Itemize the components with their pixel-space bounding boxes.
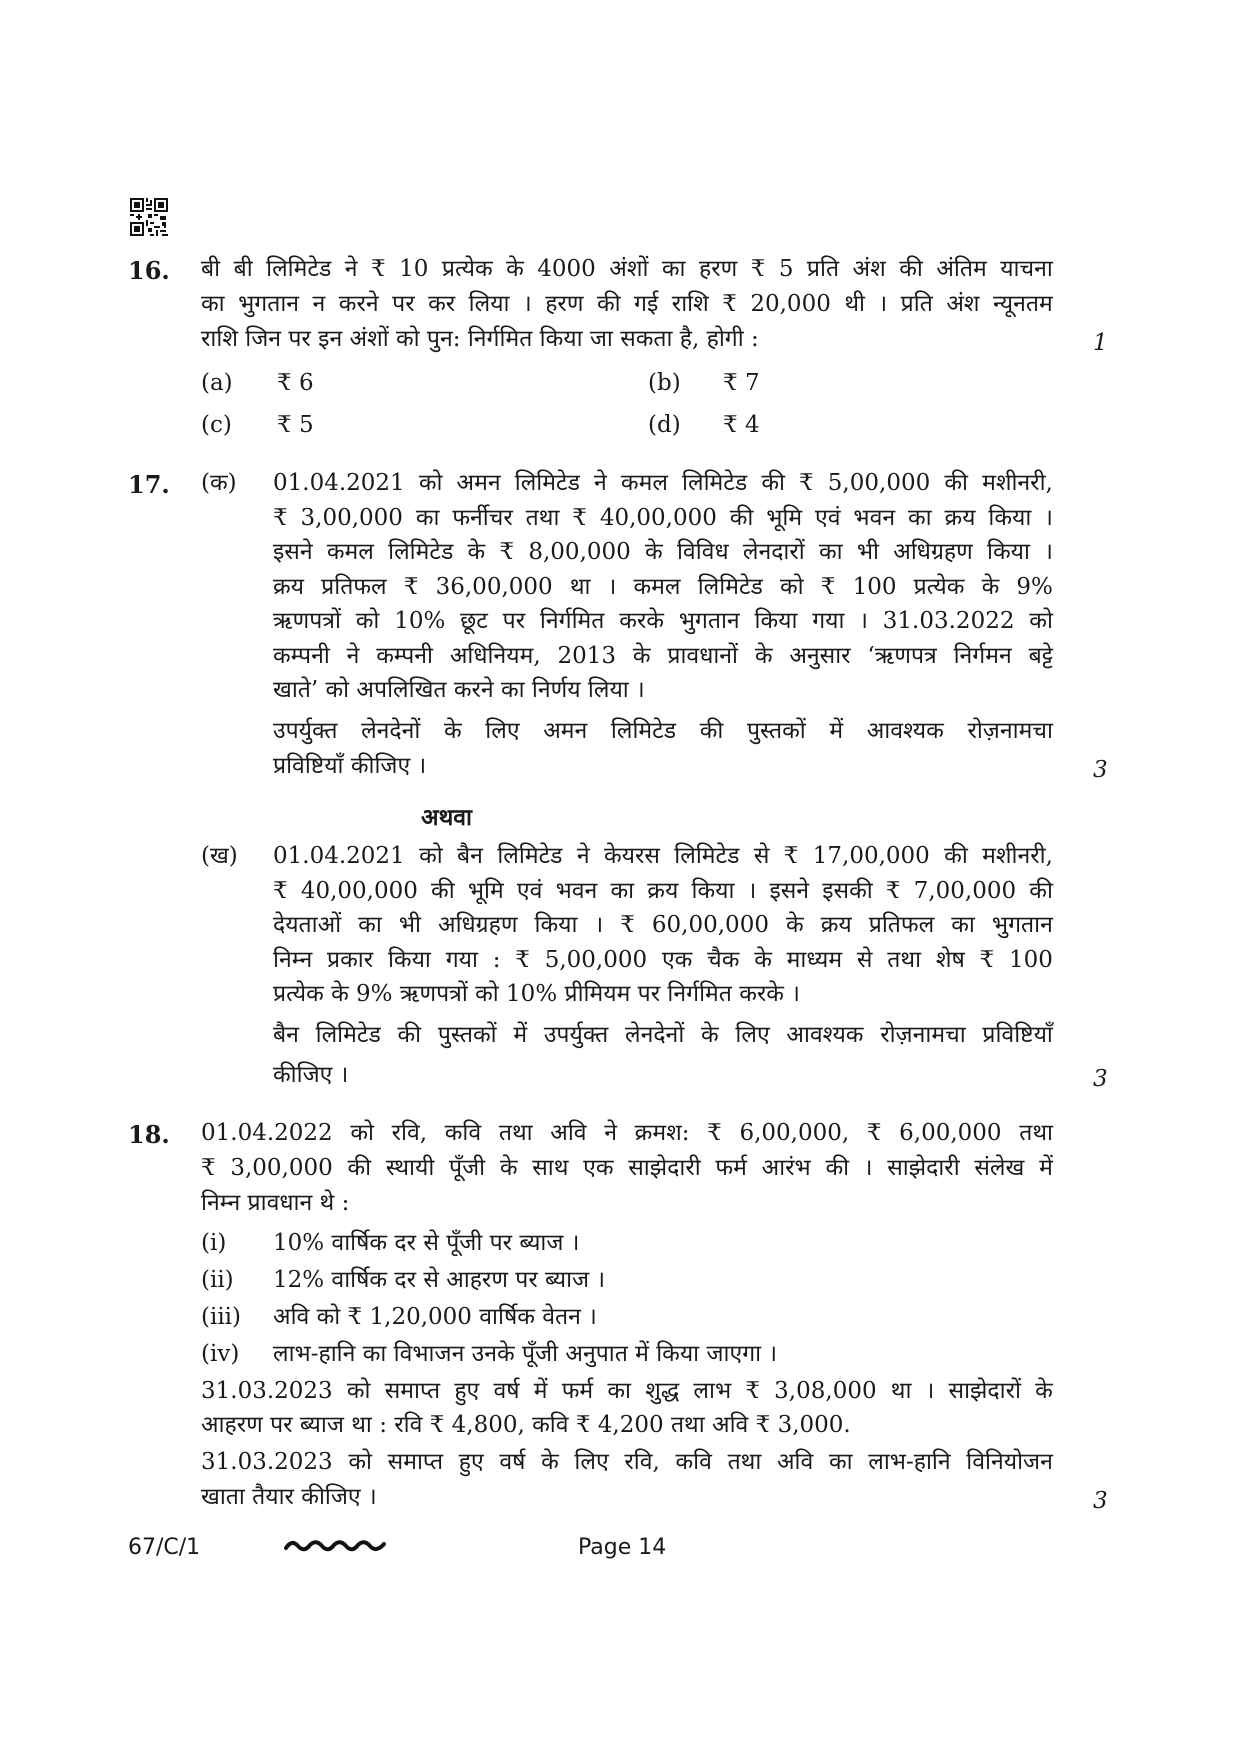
question-17a-text-line: क्रय प्रतिफल ₹ 36,00,000 था । कमल लिमिटेड को ₹ 100 प्रत्येक के 9% — [273, 574, 1053, 600]
question-17a-text-line: इसने कमल लिमिटेड के ₹ 8,00,000 के विविध लेनदारों का भी अधिग्रहण किया । — [273, 539, 1053, 565]
provision-text: अवि को ₹ 1,20,000 वार्षिक वेतन । — [273, 1304, 597, 1330]
tilde-ornament-icon — [284, 1536, 388, 1556]
question-17b-text-line: कीजिए । — [273, 1062, 349, 1088]
question-16-text-line: बी बी लिमिटेड ने ₹ 10 प्रत्येक के 4000 अंशों का हरण ₹ 5 प्रति अंश की अंतिम याचना — [201, 256, 1053, 282]
question-17a-text-line: ऋणपत्रों को 10% छूट पर निर्गमित करके भुगतान किया गया । 31.03.2022 को — [273, 608, 1053, 634]
question-17a-text-line: उपर्युक्त लेनदेनों के लिए अमन लिमिटेड की पुस्तकों में आवश्यक रोज़नामचा — [273, 718, 1053, 744]
question-17b-text-line: बैन लिमिटेड की पुस्तकों में उपर्युक्त लेनदेनों के लिए आवश्यक रोज़नामचा प्रविष्टियाँ — [273, 1022, 1053, 1048]
question-16-text-line: राशि जिन पर इन अंशों को पुन: निर्गमित किया जा सकता है, होगी : — [201, 326, 759, 352]
or-heading: अथवा — [421, 804, 473, 831]
option-b-value: ₹ 7 — [723, 370, 760, 396]
option-d-label: (d) — [648, 412, 681, 438]
option-a-label: (a) — [201, 370, 233, 396]
question-17b-text-line: 01.04.2021 को बैन लिमिटेड ने केयरस लिमिटेड से ₹ 17,00,000 की मशीनरी, — [273, 843, 1053, 869]
question-17-part-a-label: (क) — [201, 470, 237, 496]
question-18-text-line: 01.04.2022 को रवि, कवि तथा अवि ने क्रमश: ₹ 6,00,000, ₹ 6,00,000 तथा — [201, 1120, 1053, 1146]
option-b-label: (b) — [648, 370, 681, 396]
question-17-number: 17. — [128, 470, 170, 499]
question-18-text-line: ₹ 3,00,000 की स्थायी पूँजी के साथ एक साझेदारी फर्म आरंभ की । साझेदारी संलेख में — [201, 1155, 1053, 1181]
question-17b-text-line: देयताओं का भी अधिग्रहण किया । ₹ 60,00,000 के क्रय प्रतिफल का भुगतान — [273, 912, 1053, 938]
option-a-value: ₹ 6 — [277, 370, 314, 396]
provision-label: (iv) — [201, 1341, 240, 1367]
paper-code: 67/C/1 — [128, 1535, 201, 1560]
provision-label: (iii) — [201, 1304, 242, 1330]
question-18-marks: 3 — [1093, 1488, 1108, 1514]
question-18-text-line: निम्न प्रावधान थे : — [201, 1190, 350, 1216]
option-c-label: (c) — [201, 412, 232, 438]
question-17a-text-line: कम्पनी ने कम्पनी अधिनियम, 2013 के प्रावधानों के अनुसार ‘ऋणपत्र निर्गमन बट्टे — [273, 643, 1053, 669]
qr-code-icon — [130, 198, 168, 236]
question-17a-text-line: प्रविष्टियाँ कीजिए । — [273, 753, 427, 779]
question-18-text-line: 31.03.2023 को समाप्त हुए वर्ष के लिए रवि, कवि तथा अवि का लाभ-हानि विनियोजन — [201, 1449, 1053, 1475]
question-16-number: 16. — [128, 256, 170, 285]
provision-label: (ii) — [201, 1267, 234, 1293]
provision-text: 12% वार्षिक दर से आहरण पर ब्याज । — [273, 1267, 606, 1293]
question-18-text-line: आहरण पर ब्याज था : रवि ₹ 4,800, कवि ₹ 4,200 तथा अवि ₹ 3,000. — [201, 1412, 851, 1438]
provision-text: लाभ-हानि का विभाजन उनके पूँजी अनुपात में किया जाएगा । — [273, 1341, 778, 1367]
question-17b-marks: 3 — [1093, 1066, 1108, 1092]
question-16-marks: 1 — [1093, 330, 1108, 356]
question-18-text-line: खाता तैयार कीजिए । — [201, 1484, 377, 1510]
provision-text: 10% वार्षिक दर से पूँजी पर ब्याज । — [273, 1230, 580, 1256]
question-17a-text-line: 01.04.2021 को अमन लिमिटेड ने कमल लिमिटेड की ₹ 5,00,000 की मशीनरी, — [273, 470, 1053, 496]
question-17a-text-line: ₹ 3,00,000 का फर्नीचर तथा ₹ 40,00,000 की भूमि एवं भवन का क्रय किया । — [273, 505, 1053, 531]
question-18-number: 18. — [128, 1120, 170, 1149]
option-d-value: ₹ 4 — [723, 412, 760, 438]
question-17-part-b-label: (ख) — [201, 843, 238, 869]
question-17a-marks: 3 — [1093, 757, 1108, 783]
question-17a-text-line: खाते’ को अपलिखित करने का निर्णय लिया । — [273, 677, 645, 703]
question-17b-text-line: निम्न प्रकार किया गया : ₹ 5,00,000 एक चैक के माध्यम से तथा शेष ₹ 100 — [273, 947, 1053, 973]
page-number: Page 14 — [578, 1535, 667, 1560]
question-18-text-line: 31.03.2023 को समाप्त हुए वर्ष में फर्म का शुद्ध लाभ ₹ 3,08,000 था । साझेदारों के — [201, 1378, 1053, 1404]
question-17b-text-line: प्रत्येक के 9% ऋणपत्रों को 10% प्रीमियम पर निर्गमित करके । — [273, 981, 800, 1007]
option-c-value: ₹ 5 — [277, 412, 314, 438]
provision-label: (i) — [201, 1230, 227, 1256]
question-17b-text-line: ₹ 40,00,000 की भूमि एवं भवन का क्रय किया । इसने इसकी ₹ 7,00,000 की — [273, 878, 1053, 904]
question-16-text-line: का भुगतान न करने पर कर लिया । हरण की गई राशि ₹ 20,000 थी । प्रति अंश न्यूनतम — [201, 291, 1053, 317]
